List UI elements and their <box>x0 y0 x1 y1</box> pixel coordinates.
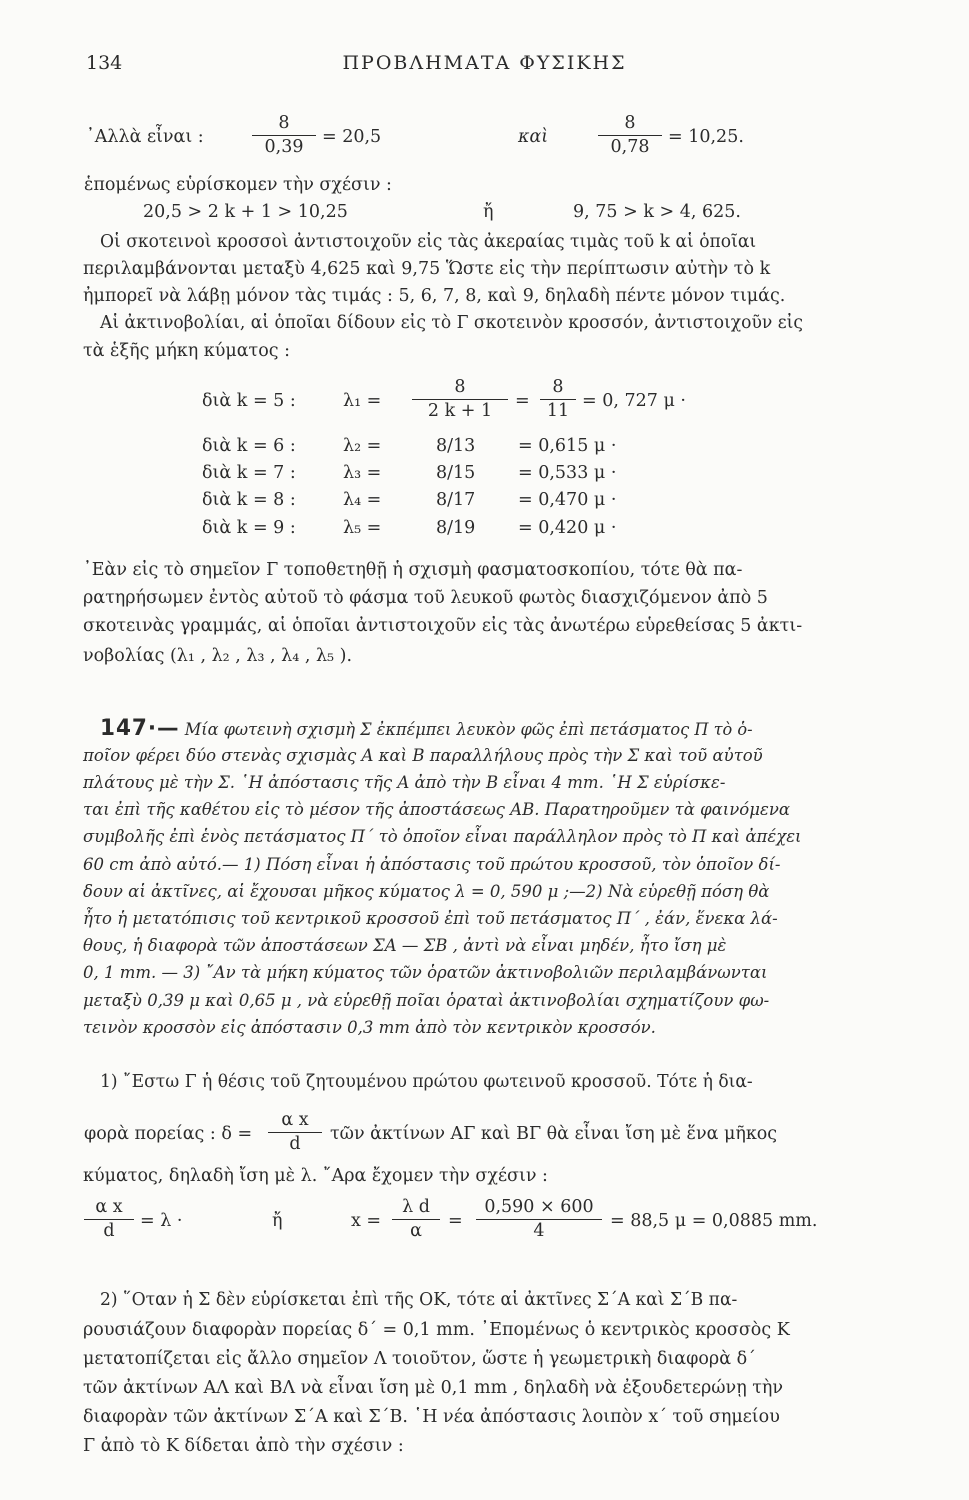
problem-line: ται ἐπὶ τῆς καθέτου εἰς τὸ μέσον τῆς ἀποστάσεως ΑΒ. Παρατηροῦμεν τὰ φαινόμενα <box>83 800 790 819</box>
path-difference-fraction <box>268 1110 322 1155</box>
solution2-line: διαφορὰν τῶν ἀκτίνων Σ΄Α καὶ Σ΄Β. ῾Η νέα ἀπόστασις λοιπὸν x΄ τοῦ σημείου <box>83 1407 780 1427</box>
eq-or: ἤ <box>272 1211 283 1231</box>
wl-specific-fraction <box>540 377 576 422</box>
problem-first-text: Μία φωτεινὴ σχισμὴ Σ ἐκπέμπει λευκὸν φῶς ἐπὶ πετάσματος Π τὸ ὁ- <box>179 720 753 739</box>
page-header <box>0 52 969 82</box>
eq-fraction-2 <box>392 1197 440 1242</box>
problem-line: δουν αἱ ἀκτῖνες, αἱ ἔχουσαι μῆκος κύματος λ = 0, 590 μ ;—2) Νὰ εὑρεθῇ πόση θὰ <box>83 882 770 901</box>
wl-k: διὰ k = 9 : <box>202 518 296 538</box>
eq-result: = 88,5 μ = 0,0885 mm. <box>610 1211 818 1231</box>
wl-k: διὰ k = 8 : <box>202 490 296 510</box>
problem-line: 0, 1 mm. — 3) ῎Αν τὰ μήκη κύματος τῶν ὁρατῶν ἀκτινοβολιῶν περιλαμβάνωνται <box>83 963 768 982</box>
eq-fraction-1-den: d <box>103 1221 115 1241</box>
wl-value-1: = 0, 727 μ · <box>582 391 686 411</box>
fraction-2-value: = 10,25. <box>668 127 744 147</box>
fraction-2-num: 8 <box>598 113 662 136</box>
wl-frac: 8/15 <box>436 463 476 483</box>
para1-line: περιλαμβάνονται μεταξὺ 4,625 καὶ 9,75 Ὥστε εἰς τὴν περίπτωσιν αὐτὴν τὸ k <box>83 259 771 279</box>
eq-lambda: = λ · <box>140 1211 183 1231</box>
wl-value: = 0,615 μ · <box>518 436 617 456</box>
but-it-is: ᾿Αλλὰ εἶναι : <box>86 127 204 147</box>
para1-line: ἠμπορεῖ νὰ λάβῃ μόνον τὰς τιμάς : 5, 6, 7, 8, καὶ 9, δηλαδὴ πέντε μόνον τιμάς. <box>83 286 786 306</box>
and-word: καὶ <box>518 127 549 147</box>
path-difference-num: α x <box>268 1110 322 1133</box>
or-word: ἤ <box>483 202 494 222</box>
problem-line: ἦτο ἡ μετατόπισις τοῦ κεντρικοῦ κροσσοῦ ἐπὶ τοῦ πετάσματος Π΄ , ἐάν, ἕνεκα λά- <box>83 909 778 928</box>
para1-line: τὰ ἑξῆς μήκη κύματος : <box>83 341 291 361</box>
wl-value: = 0,420 μ · <box>518 518 617 538</box>
wl-value: = 0,533 μ · <box>518 463 617 483</box>
fraction-1-den: 0,39 <box>264 137 304 157</box>
problem-first-line <box>100 716 893 742</box>
para1-line: Οἱ σκοτεινοὶ κροσσοὶ ἀντιστοιχοῦν εἰς τὰς ἀκεραίας τιμὰς τοῦ k αἱ ὁποῖαι <box>100 232 757 252</box>
wl-k: διὰ k = 7 : <box>202 463 296 483</box>
wl-general-fraction <box>412 377 508 422</box>
wl-lambda: λ₂ = <box>343 436 382 456</box>
fraction-1-value: = 20,5 <box>322 127 382 147</box>
eq-fraction-3-num: 0,590 × 600 <box>476 1197 602 1220</box>
eq-fraction-3-den: 4 <box>533 1221 545 1241</box>
solution1-line3: κύματος, δηλαδὴ ἴση μὲ λ. ῎Αρα ἔχομεν τὴν σχέσιν : <box>83 1166 548 1186</box>
fraction-2-den: 0,78 <box>610 137 650 157</box>
eq-equals: = <box>448 1211 463 1231</box>
wl-equals: = <box>515 391 530 411</box>
eq-fraction-2-num: λ d <box>392 1197 440 1220</box>
path-difference-den: d <box>289 1134 301 1154</box>
para1-line: Αἱ ἀκτινοβολίαι, αἱ ὁποῖαι δίδουν εἰς τὸ Γ σκοτεινὸν κροσσόν, ἀντιστοιχοῦν εἰς <box>100 313 803 333</box>
problem-line: μεταξὺ 0,39 μ καὶ 0,65 μ , νὰ εὑρεθῇ ποῖαι ὁραταὶ ἀκτινοβολίαι σχηματίζουν φω- <box>83 991 770 1010</box>
solution1-line2-post: τῶν ἀκτίνων ΑΓ καὶ ΒΓ θὰ εἶναι ἴση μὲ ἕνα μῆκος <box>330 1124 778 1144</box>
wl-lambda-1: λ₁ = <box>343 391 382 411</box>
wl-k: διὰ k = 6 : <box>202 436 296 456</box>
solution1-line1: 1) ῎Εστω Γ ἡ θέσις τοῦ ζητουμένου πρώτου φωτεινοῦ κροσσοῦ. Τότε ἡ δια- <box>100 1072 753 1092</box>
running-title: ΠΡΟΒΛΗΜΑΤΑ ΦΥΣΙΚΗΣ <box>342 52 627 74</box>
solution1-line2-pre: φορὰ πορείας : δ = <box>84 1124 253 1144</box>
wl-general-num: 8 <box>412 377 508 400</box>
para2-line: ᾿Εὰν εἰς τὸ σημεῖον Γ τοποθετηθῇ ἡ σχισμὴ φασματοσκοπίου, τότε θὰ πα- <box>83 560 743 580</box>
wl-frac: 8/19 <box>436 518 476 538</box>
eq-fraction-1-num: α x <box>84 1197 134 1220</box>
solution2-line: τῶν ἀκτίνων ΑΛ καὶ ΒΛ νὰ εἶναι ἴση μὲ 0,1 mm , δηλαδὴ νὰ ἐξουδετερώνῃ τὴν <box>83 1378 784 1398</box>
fraction-2 <box>598 113 662 158</box>
therefore-line: ἑπομένως εὑρίσκομεν τὴν σχέσιν : <box>84 175 392 195</box>
solution2-line: Γ ἀπὸ τὸ Κ δίδεται ἀπὸ τὴν σχέσιν : <box>83 1436 404 1456</box>
wl-specific-num: 8 <box>540 377 576 400</box>
eq-x: x = <box>351 1211 382 1231</box>
problem-line: 60 cm ἀπὸ αὐτό.— 1) Πόση εἶναι ἡ ἀπόστασις τοῦ πρώτου κροσσοῦ, τὸν ὁποῖον δί- <box>83 855 781 874</box>
eq-fraction-2-den: α <box>410 1221 422 1241</box>
problem-line: συμβολῆς ἐπὶ ἑνὸς πετάσματος Π΄ τὸ ὁποῖον εἶναι παράλληλον πρὸς τὸ Π καὶ ἀπέχει <box>83 827 802 846</box>
wl-k-5: διὰ k = 5 : <box>202 391 296 411</box>
wl-value: = 0,470 μ · <box>518 490 617 510</box>
wl-lambda: λ₅ = <box>343 518 382 538</box>
para2-line: νοβολίας (λ₁ , λ₂ , λ₃ , λ₄ , λ₅ ). <box>83 646 353 666</box>
inequality-2: 9, 75 > k > 4, 625. <box>573 202 741 222</box>
solution2-line: 2) ῞Οταν ἡ Σ δὲν εὑρίσκεται ἐπὶ τῆς ΟΚ, τότε αἱ ἀκτῖνες Σ΄Α καὶ Σ΄Β πα- <box>100 1290 738 1310</box>
para2-line: σκοτεινὰς γραμμάς, αἱ ὁποῖαι ἀντιστοιχοῦν εἰς τὰς ἀνωτέρω εὑρεθείσας 5 ἀκτι- <box>83 616 803 636</box>
eq-fraction-3 <box>476 1197 602 1242</box>
problem-line: ποῖον φέρει δύο στενὰς σχισμὰς Α καὶ Β παραλλήλους πρὸς τὴν Σ καὶ τοῦ αὐτοῦ <box>83 746 763 765</box>
fraction-1 <box>252 113 316 158</box>
solution2-line: μετατοπίζεται εἰς ἄλλο σημεῖον Λ τοιοῦτον, ὥστε ἡ γεωμετρικὴ διαφορὰ δ΄ <box>83 1349 756 1369</box>
solution2-line: ρουσιάζουν διαφορὰν πορείας δ΄ = 0,1 mm. ᾿Επομένως ὁ κεντρικὸς κροσσὸς Κ <box>83 1320 790 1340</box>
page-number: 134 <box>86 52 123 74</box>
wl-frac: 8/17 <box>436 490 476 510</box>
wl-general-den: 2 k + 1 <box>427 401 493 421</box>
wl-frac: 8/13 <box>436 436 476 456</box>
wl-specific-den: 11 <box>546 401 570 421</box>
problem-number: 147·— <box>100 716 180 741</box>
para2-line: ρατηρήσωμεν ἐντὸς αὐτοῦ τὸ φάσμα τοῦ λευκοῦ φωτὸς διασχιζόμενον ἀπὸ 5 <box>83 588 768 608</box>
fraction-1-num: 8 <box>252 113 316 136</box>
problem-line: θους, ἡ διαφορὰ τῶν ἀποστάσεων ΣΑ — ΣΒ , ἀντὶ νὰ εἶναι μηδέν, ἦτο ἴση μὲ <box>83 936 727 955</box>
problem-line: τεινὸν κροσσὸν εἰς ἀπόστασιν 0,3 mm ἀπὸ τὸν κεντρικὸν κροσσόν. <box>83 1018 656 1037</box>
inequality-1: 20,5 > 2 k + 1 > 10,25 <box>143 202 348 222</box>
wl-lambda: λ₄ = <box>343 490 382 510</box>
wl-lambda: λ₃ = <box>343 463 382 483</box>
eq-fraction-1 <box>84 1197 134 1242</box>
problem-line: πλάτους μὲ τὴν Σ. ῾Η ἀπόστασις τῆς Α ἀπὸ τὴν Β εἶναι 4 mm. ῾Η Σ εὑρίσκε- <box>83 773 726 792</box>
